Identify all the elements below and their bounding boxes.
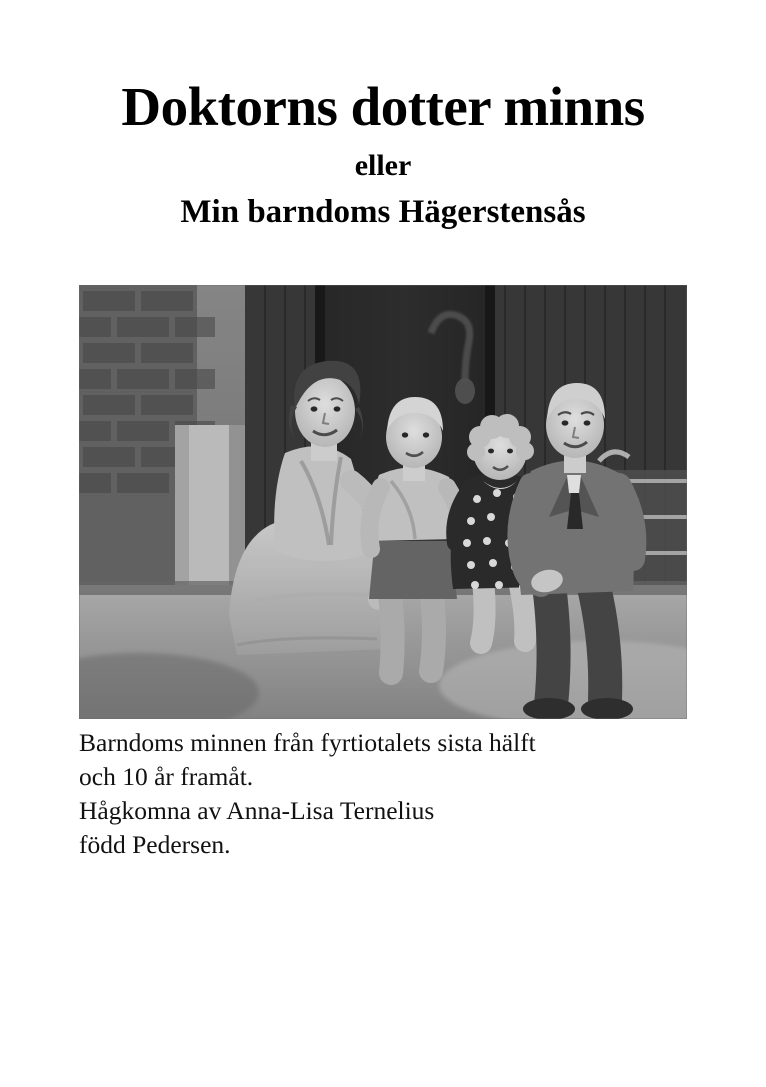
caption-line: Hågkomna av Anna-Lisa Ternelius: [79, 795, 435, 825]
subtitle-alternate-title: Min barndoms Hägerstensås: [180, 193, 586, 230]
cover-photograph: [79, 285, 687, 719]
title-block: [0, 78, 766, 232]
subtitle-connector: eller: [354, 148, 412, 182]
cover-caption: [79, 726, 699, 862]
caption-line: och 10 år framåt.: [79, 761, 254, 791]
caption-line: född Pedersen.: [79, 829, 231, 859]
page-title: Doktorns dotter minns: [121, 76, 645, 137]
caption-line: Barndoms minnen från fyrtiotalets sista hälft: [79, 728, 536, 757]
